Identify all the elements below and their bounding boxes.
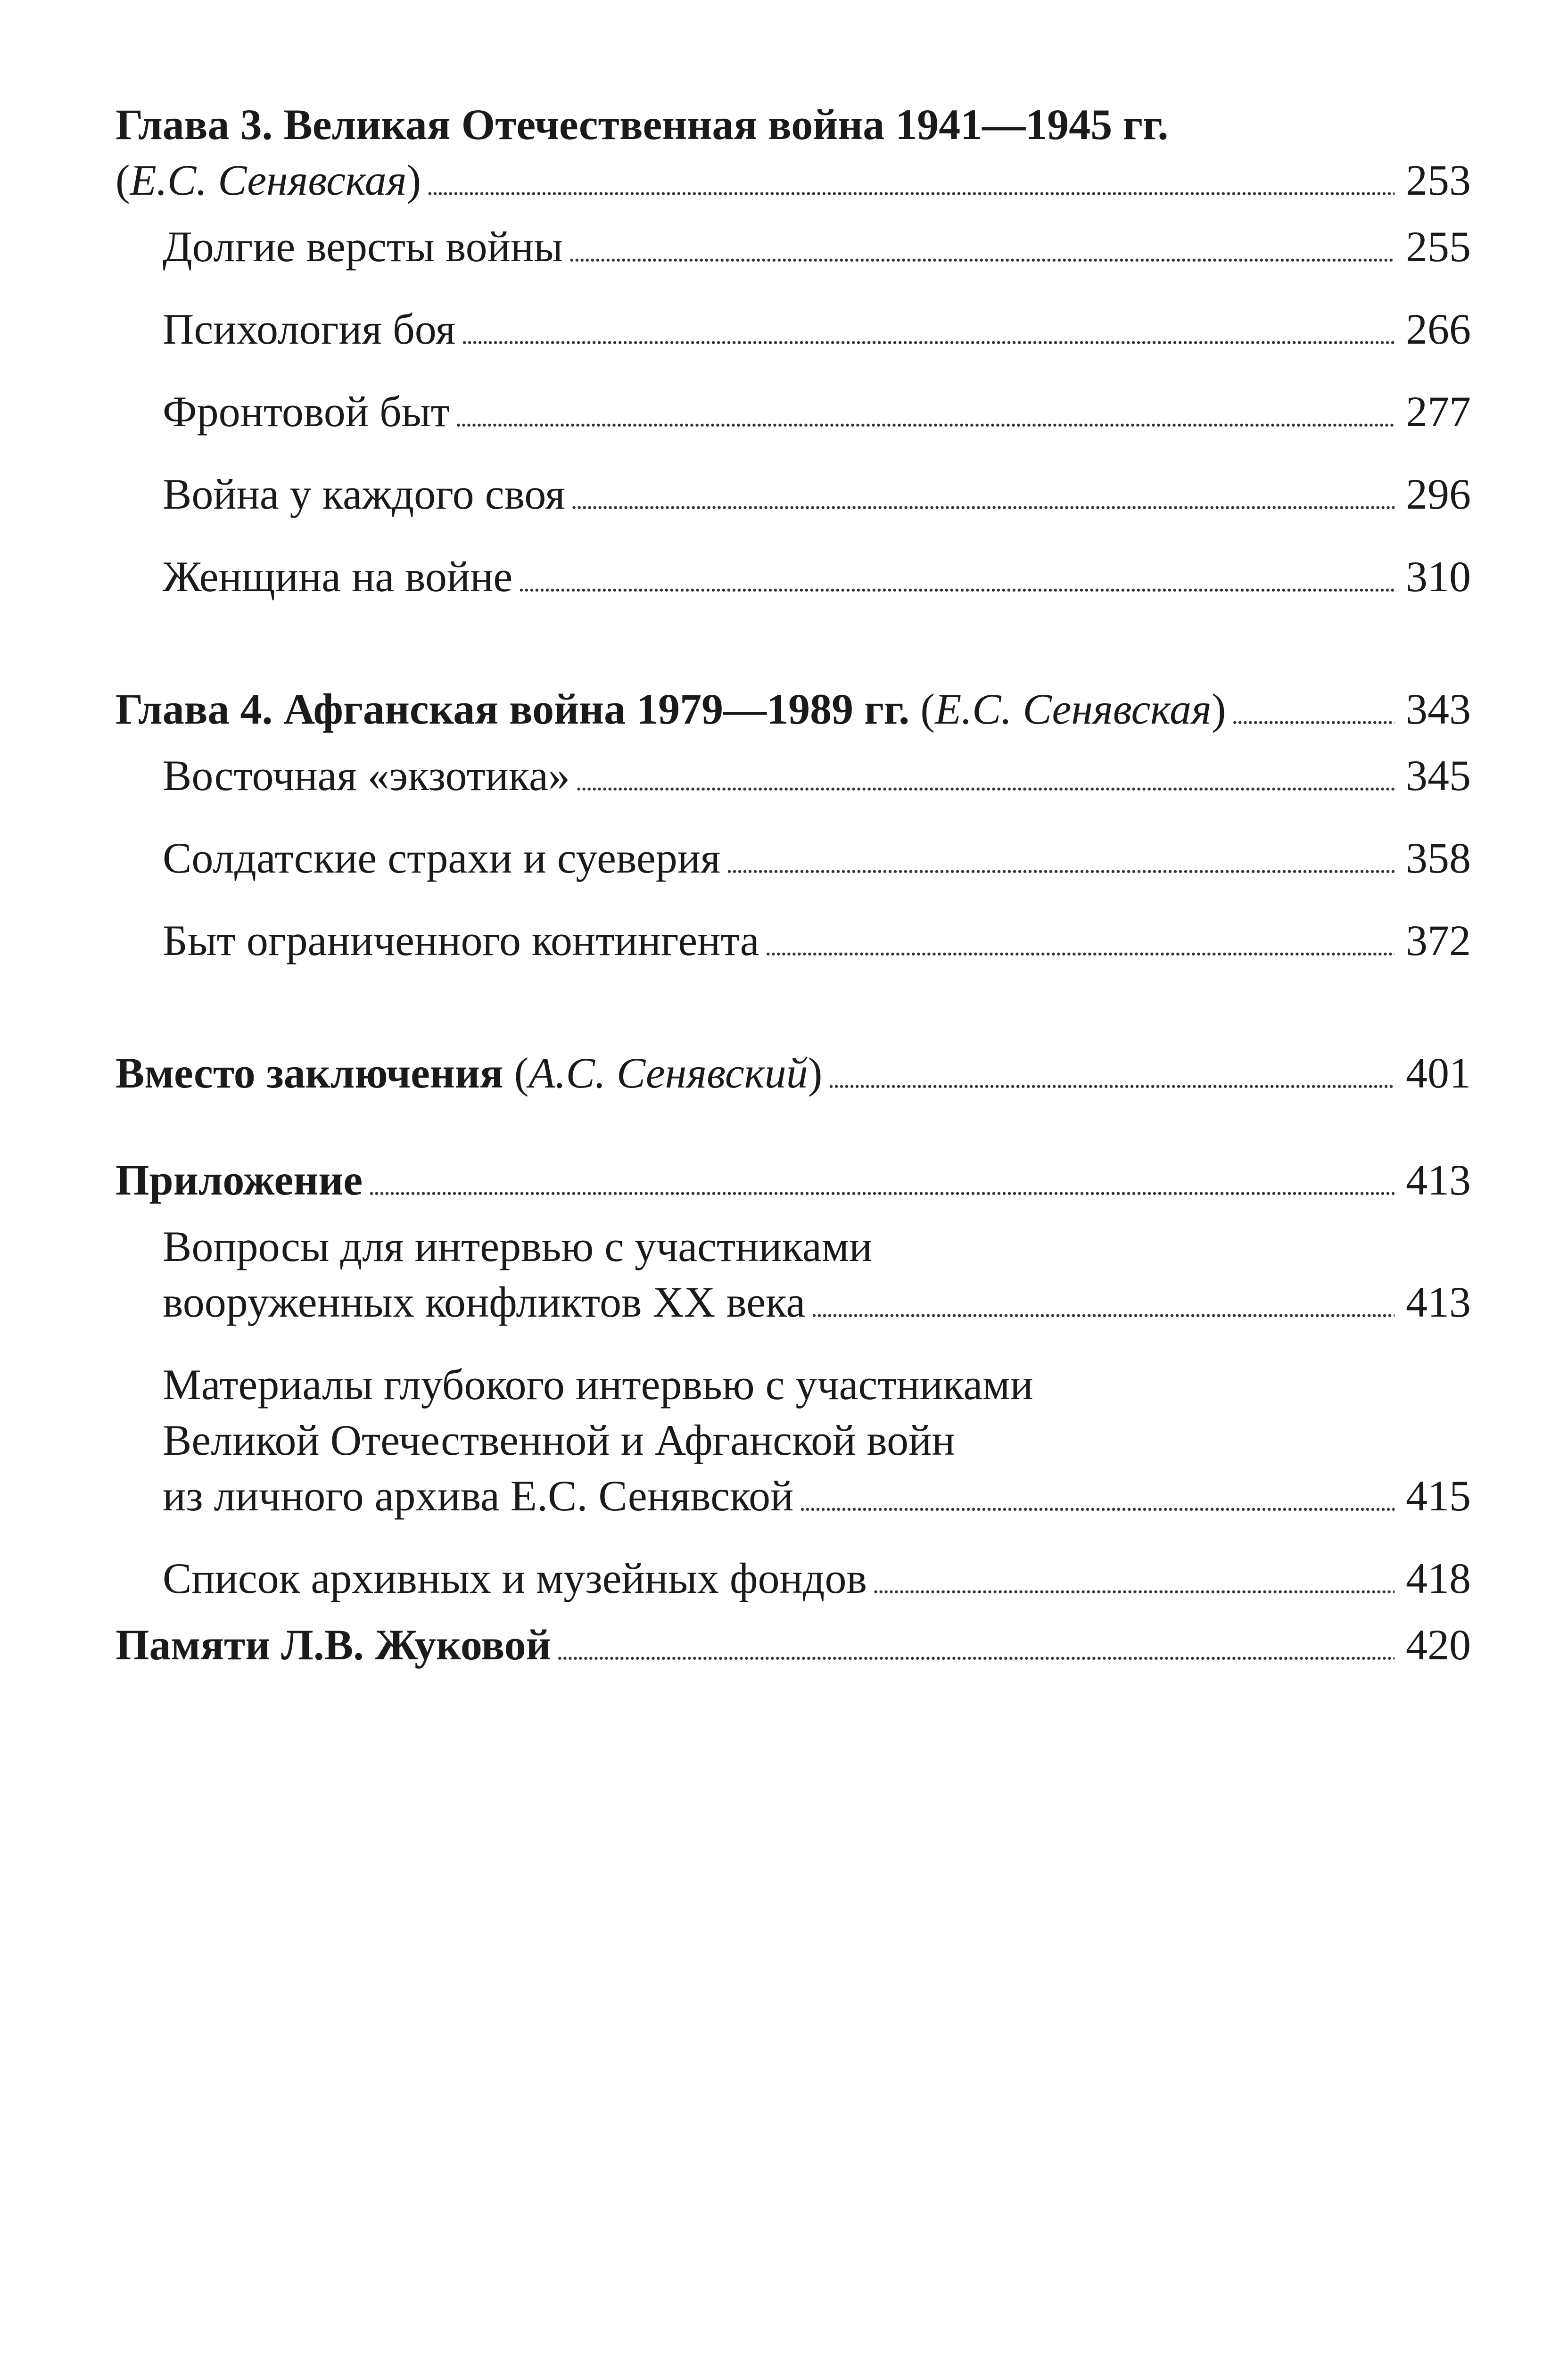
chapter-4-title-wrap <box>116 681 1226 737</box>
dot-leader <box>765 913 1395 974</box>
chapter-3-author-line <box>116 152 1471 214</box>
dot-leader <box>518 549 1395 610</box>
page-number: 418 <box>1406 1554 1471 1602</box>
toc-item-line <box>163 748 1471 809</box>
page-number: 413 <box>1406 1156 1471 1204</box>
toc-item-title: Солдатские страхи и суеверия <box>163 834 721 882</box>
memory-line <box>116 1617 1471 1679</box>
paren-open: ( <box>503 1049 529 1097</box>
toc-item-title-line1: Материалы глубокого интервью с участниками <box>163 1360 1033 1409</box>
page-number: 255 <box>1406 223 1471 271</box>
toc-item[interactable] <box>116 830 1471 892</box>
conclusion-author: А.С. Сенявский <box>528 1049 808 1097</box>
toc-item-title: Долгие версты войны <box>163 223 563 271</box>
page-number: 358 <box>1406 834 1471 882</box>
toc-entry-chapter-3[interactable] <box>116 97 1471 214</box>
page-number: 296 <box>1406 470 1471 518</box>
toc-item-line <box>163 1550 1471 1612</box>
toc-item-line <box>163 1274 1471 1336</box>
dot-leader <box>828 1045 1395 1107</box>
toc-item[interactable] <box>116 466 1471 528</box>
dot-leader <box>576 748 1395 809</box>
page-number: 277 <box>1406 387 1471 436</box>
paren-open: ( <box>909 685 935 733</box>
dot-leader <box>811 1274 1395 1336</box>
toc-item-line <box>163 549 1471 610</box>
toc-item[interactable] <box>116 1357 1471 1530</box>
appendix-title: Приложение <box>116 1156 363 1204</box>
paren-close: ) <box>808 1049 823 1097</box>
page-number: 372 <box>1406 916 1471 964</box>
toc-item-line <box>163 384 1471 445</box>
toc-item-title-line1: Вопросы для интервью с участниками <box>163 1222 873 1270</box>
page-number: 343 <box>1406 685 1471 733</box>
toc-item-line <box>163 913 1471 974</box>
page-number: 415 <box>1406 1472 1471 1520</box>
table-of-contents <box>116 97 1471 1679</box>
dot-leader <box>571 466 1395 528</box>
page-number: 253 <box>1406 156 1471 204</box>
toc-item[interactable] <box>116 748 1471 809</box>
toc-item-line <box>163 1219 1471 1274</box>
paren-close: ) <box>406 156 421 204</box>
conclusion-line <box>116 1045 1471 1107</box>
toc-item[interactable] <box>116 301 1471 363</box>
toc-entry-conclusion[interactable] <box>116 1045 1471 1107</box>
page-number: 310 <box>1406 552 1471 601</box>
toc-item-line <box>163 1412 1471 1468</box>
page-number: 345 <box>1406 751 1471 799</box>
dot-leader <box>1231 681 1395 743</box>
toc-item[interactable] <box>116 1550 1471 1612</box>
toc-item-line <box>163 301 1471 363</box>
dot-leader <box>873 1550 1395 1612</box>
toc-item-title-line2: вооруженных конфликтов XX века <box>163 1278 806 1326</box>
toc-entry-chapter-4[interactable] <box>116 681 1471 743</box>
toc-item-line <box>163 466 1471 528</box>
dot-leader <box>427 152 1395 214</box>
page-number: 266 <box>1406 305 1471 353</box>
conclusion-title: Вместо заключения <box>116 1049 503 1097</box>
toc-item-line <box>163 219 1471 280</box>
toc-item-title: Женщина на войне <box>163 552 513 601</box>
chapter-4-title: Глава 4. Афганская война 1979—1989 гг. <box>116 685 910 733</box>
dot-leader <box>368 1152 1395 1214</box>
toc-item[interactable] <box>116 913 1471 974</box>
toc-item[interactable] <box>116 384 1471 445</box>
appendix-line <box>116 1152 1471 1214</box>
page-number: 401 <box>1406 1049 1471 1097</box>
toc-item-title: Война у каждого своя <box>163 470 565 518</box>
dot-leader <box>557 1617 1395 1679</box>
chapter-3-author: Е.С. Сенявская <box>130 156 407 204</box>
toc-item-line <box>163 1468 1471 1530</box>
toc-item[interactable] <box>116 1219 1471 1336</box>
page-number: 420 <box>1406 1621 1471 1669</box>
paren-close: ) <box>1211 685 1226 733</box>
chapter-4-line <box>116 681 1471 743</box>
toc-item-title: Фронтовой быт <box>163 387 450 436</box>
page-number: 413 <box>1406 1278 1471 1326</box>
toc-entry-memory[interactable] <box>116 1617 1471 1679</box>
chapter-3-title-line <box>116 97 1471 152</box>
paren-open: ( <box>116 156 130 204</box>
toc-item-title: Восточная «экзотика» <box>163 751 570 799</box>
memory-title: Памяти Л.В. Жуковой <box>116 1621 551 1669</box>
dot-leader <box>569 219 1395 280</box>
chapter-3-author-wrap <box>116 152 421 208</box>
toc-item-line <box>163 1357 1471 1412</box>
conclusion-title-wrap <box>116 1045 822 1101</box>
toc-item-title-line3: из личного архива Е.С. Сенявской <box>163 1472 794 1520</box>
toc-item-title: Психология боя <box>163 305 456 353</box>
toc-item[interactable] <box>116 219 1471 280</box>
toc-item-title: Список архивных и музейных фондов <box>163 1554 867 1602</box>
dot-leader <box>455 384 1395 445</box>
dot-leader <box>461 301 1395 363</box>
toc-item-title: Быт ограниченного контингента <box>163 916 759 964</box>
dot-leader <box>726 830 1395 892</box>
chapter-3-title: Глава 3. Великая Отечественная война 1941—1945 гг. <box>116 100 1169 148</box>
chapter-4-author: Е.С. Сенявская <box>934 685 1212 733</box>
toc-item[interactable] <box>116 549 1471 610</box>
toc-item-line <box>163 830 1471 892</box>
toc-entry-appendix[interactable] <box>116 1152 1471 1214</box>
dot-leader <box>799 1468 1395 1530</box>
toc-item-title-line2: Великой Отечественной и Афганской войн <box>163 1416 955 1464</box>
